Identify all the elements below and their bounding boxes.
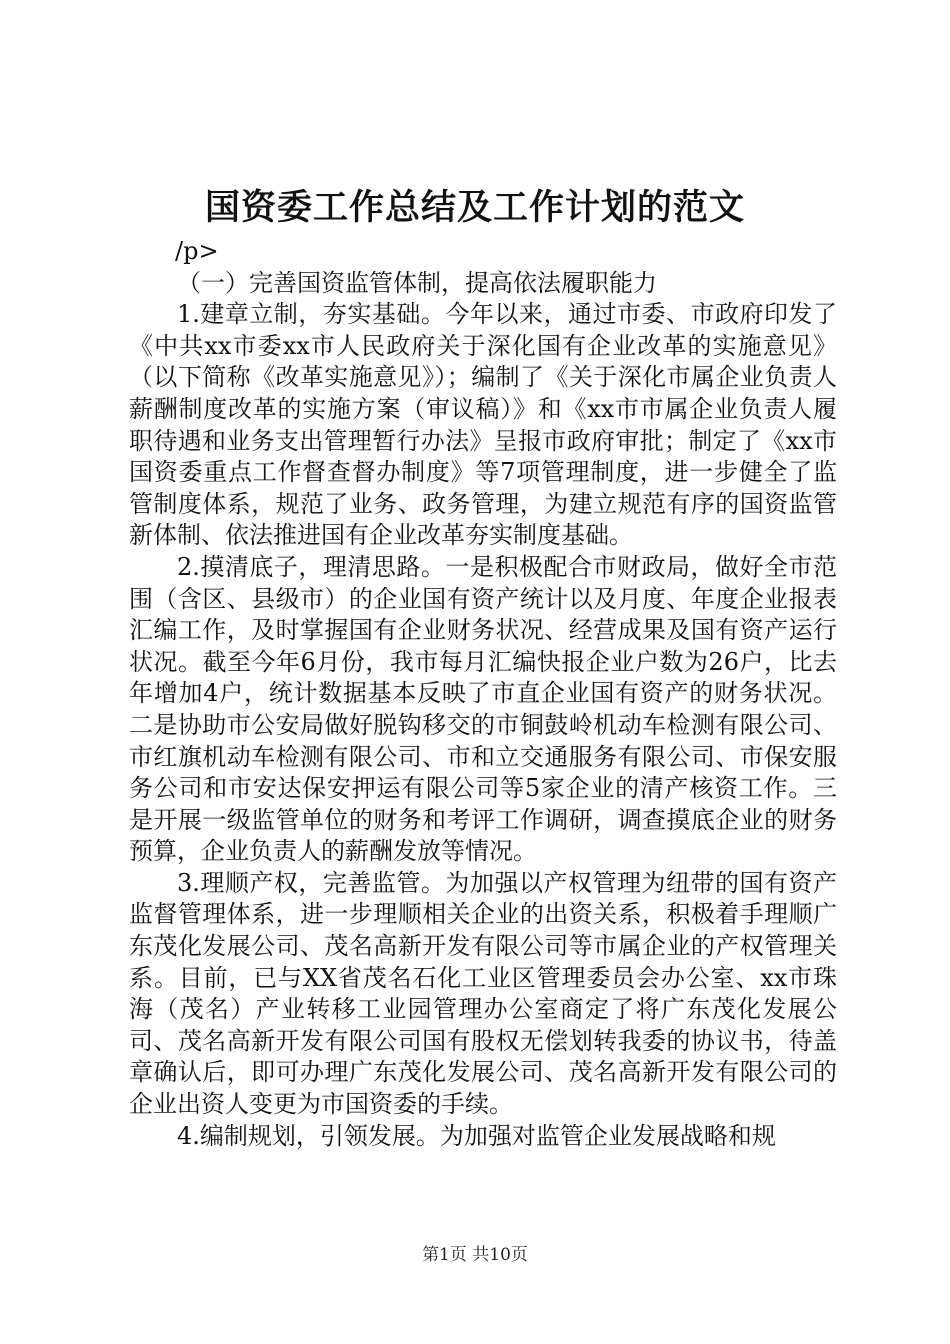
body-paragraph: 4.编制规划，引领发展。为加强对监管企业发展战略和规	[177, 1121, 776, 1150]
document-body	[129, 236, 837, 1152]
page-footer: 第1页 共10页	[422, 1245, 528, 1265]
section-heading: （一）完善国资监管体制，提高依法履职能力	[177, 268, 657, 297]
document-title: 国资委工作总结及工作计划的范文	[204, 187, 745, 228]
body-paragraph: /p>	[175, 237, 219, 265]
body-paragraph: 3.理顺产权，完善监管。为加强以产权管理为纽带的国有资产监督管理体系，进一步理顺相关企业的出资关系，积极着手理顺广东茂化发展公司、茂名高新开发有限公司等市属企业的产权管理关系。目前，已与XX省茂名石化工业区管理委员会办公室、xx市珠海（茂名）产业转移工业园管理办公室商定了将广东茂化发展公司、茂名高新开发有限公司国有股权无偿划转我委的协议书，待盖章确认后，即可办理广东茂化发展公司、茂名高新开发有限公司的企业出资人变更为市国资委的手续。	[129, 868, 837, 1119]
body-paragraph: 2.摸清底子，理清思路。一是积极配合市财政局，做好全市范围（含区、县级市）的企业国有资产统计以及月度、年度企业报表汇编工作，及时掌握国有企业财务状况、经营成果及国有资产运行状况。截至今年6月份，我市每月汇编快报企业户数为26户，比去年增加4户，统计数据基本反映了市直企业国有资产的财务状况。二是协助市公安局做好脱钩移交的市铜鼓岭机动车检测有限公司、市红旗机动车检测有限公司、市和立交通服务有限公司、市保安服务公司和市安达保安押运有限公司等5家企业的清产核资工作。三是开展一级监管单位的财务和考评工作调研，调查摸底企业的财务预算，企业负责人的薪酬发放等情况。	[129, 552, 837, 866]
body-paragraph: 1.建章立制，夯实基础。今年以来，通过市委、市政府印发了《中共xx市委xx市人民政府关于深化国有企业改革的实施意见》（以下简称《改革实施意见》）；编制了《关于深化市属企业负责人薪酬制度改革的实施方案（审议稿）》和《xx市市属企业负责人履职待遇和业务支出管理暂行办法》呈报市政府审批；制定了《xx市国资委重点工作督查督办制度》等7项管理制度，进一步健全了监管制度体系，规范了业务、政务管理，为建立规范有序的国资监管新体制、依法推进国有企业改革夯实制度基础。	[129, 300, 837, 550]
